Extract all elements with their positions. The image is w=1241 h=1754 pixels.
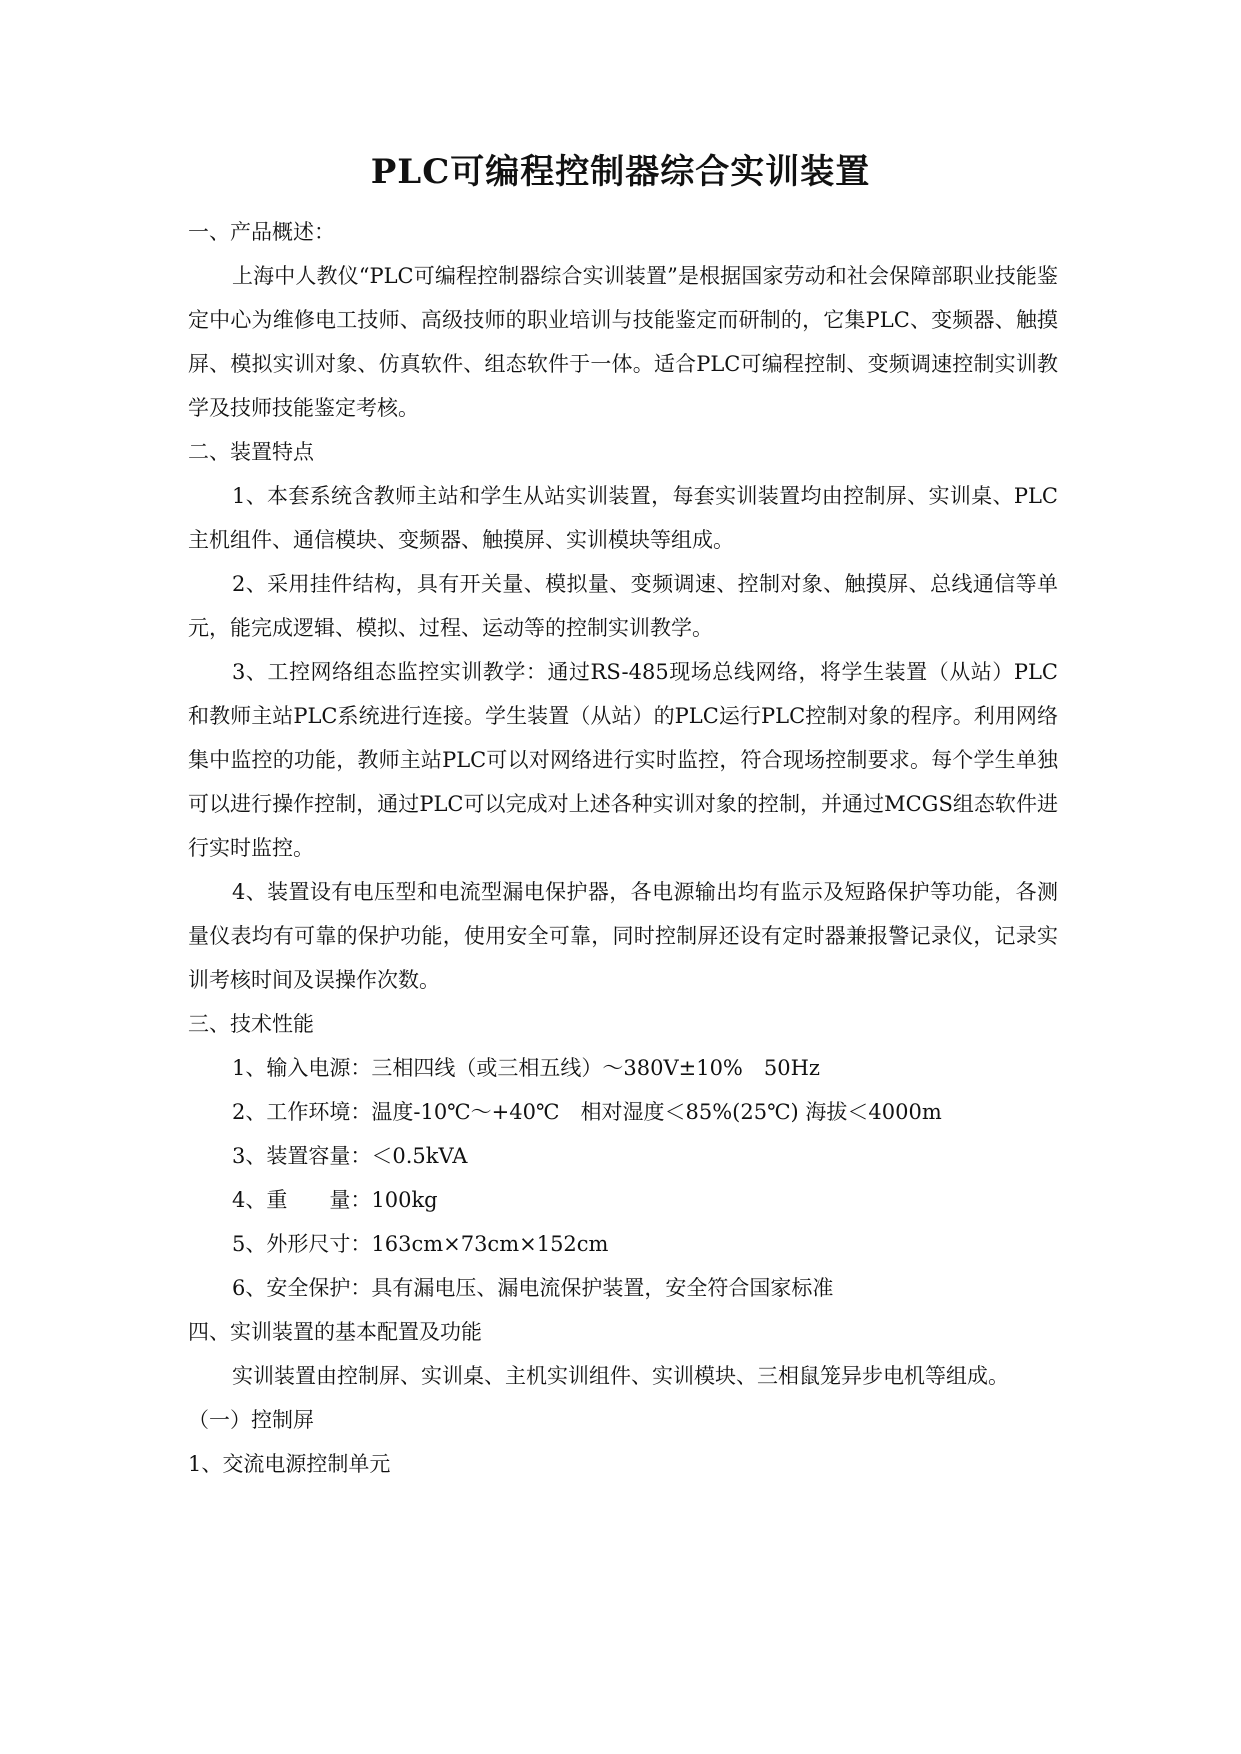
spec-item-weight: 4、重 量：100kg: [232, 1188, 438, 1212]
feature-paragraph-3: 3、工控网络组态监控实训教学：通过RS-485现场总线网络，将学生装置（从站）PLC和教师主站PLC系统进行连接。学生装置（从站）的PLC运行PLC控制对象的程序。利用网络集中监控的功能，教师主站PLC可以对网络进行实时监控，符合现场控制要求。每个学生单独可以进行操作控制，通过PLC可以完成对上述各种实训对象的控制，并通过MCGS组态软件进行实时监控。: [188, 660, 1058, 860]
spec-item-power: 1、输入电源：三相四线（或三相五线）～380V±10% 50Hz: [232, 1056, 820, 1080]
spec-item-environment: 2、工作环境：温度-10℃～+40℃ 相对湿度＜85%(25℃) 海拔＜4000m: [232, 1100, 942, 1124]
overview-paragraph: 上海中人教仪“PLC可编程控制器综合实训装置”是根据国家劳动和社会保障部职业技能鉴定中心为维修电工技师、高级技师的职业培训与技能鉴定而研制的，它集PLC、变频器、触摸屏、模拟实训对象、仿真软件、组态软件于一体。适合PLC可编程控制、变频调速控制实训教学及技师技能鉴定考核。: [188, 264, 1058, 420]
spec-item-capacity: 3、装置容量：＜0.5kVA: [232, 1144, 468, 1168]
feature-paragraph-4: 4、装置设有电压型和电流型漏电保护器，各电源输出均有监示及短路保护等功能，各测量仪表均有可靠的保护功能，使用安全可靠，同时控制屏还设有定时器兼报警记录仪，记录实训考核时间及误操作次数。: [188, 880, 1058, 992]
section-heading-overview: 一、产品概述：: [188, 220, 335, 244]
spec-item-dimensions: 5、外形尺寸：163cm×73cm×152cm: [232, 1232, 609, 1256]
sub-heading-control-screen: （一）控制屏: [188, 1408, 314, 1432]
section-heading-features: 二、装置特点: [188, 440, 314, 464]
section-heading-tech: 三、技术性能: [188, 1012, 314, 1036]
section-heading-config: 四、实训装置的基本配置及功能: [188, 1320, 482, 1344]
document-title: PLC可编程控制器综合实训装置: [370, 152, 871, 192]
sub-heading-ac-power-unit: 1、交流电源控制单元: [188, 1452, 391, 1476]
document-body: [188, 210, 1058, 1486]
config-paragraph: 实训装置由控制屏、实训桌、主机实训组件、实训模块、三相鼠笼异步电机等组成。: [232, 1364, 1009, 1388]
feature-paragraph-2: 2、采用挂件结构，具有开关量、模拟量、变频调速、控制对象、触摸屏、总线通信等单元，能完成逻辑、模拟、过程、运动等的控制实训教学。: [188, 572, 1058, 640]
spec-item-safety: 6、安全保护：具有漏电压、漏电流保护装置，安全符合国家标准: [232, 1276, 834, 1300]
feature-paragraph-1: 1、本套系统含教师主站和学生从站实训装置，每套实训装置均由控制屏、实训桌、PLC主机组件、通信模块、变频器、触摸屏、实训模块等组成。: [188, 484, 1058, 552]
